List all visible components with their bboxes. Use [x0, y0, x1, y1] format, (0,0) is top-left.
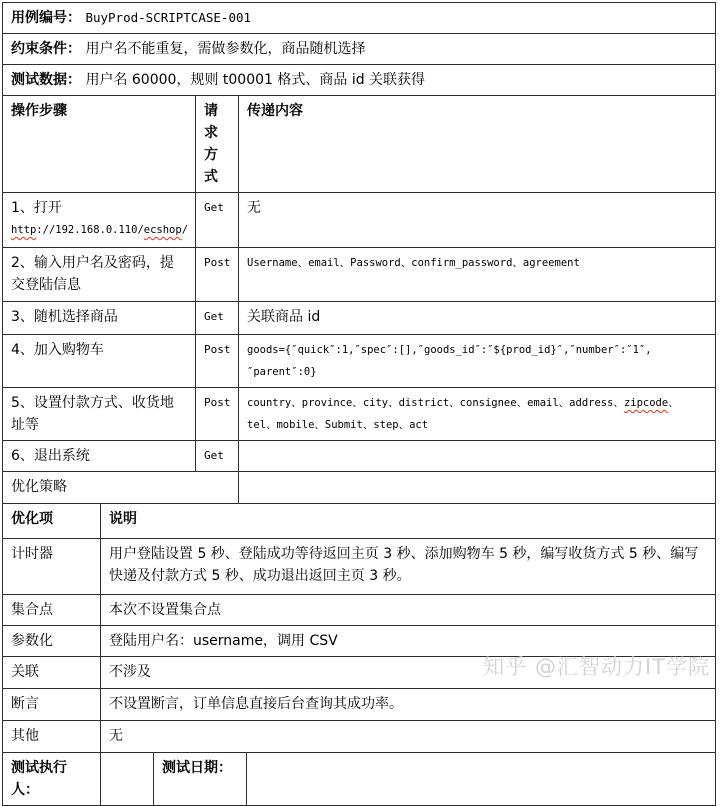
step-1-payload: 无 [238, 193, 715, 247]
col-header-payload: 传递内容 [238, 96, 715, 192]
constraints-cell [3, 34, 715, 64]
col-header-method: 请求 方式 [195, 96, 238, 192]
opt-correlation-desc: 不涉及 [100, 657, 715, 688]
opt-parameterization-label: 参数化 [11, 633, 53, 649]
opt-assertion-desc: 不设置断言，订单信息直接后台查询其成功率。 [100, 689, 715, 720]
strategy-row [3, 471, 715, 503]
step-row-3 [3, 301, 715, 334]
col-header-step: 操作步骤 [11, 103, 67, 119]
row-constraints [3, 33, 715, 64]
step-2-action: 2、输入用户名及密码，提交登陆信息 [11, 255, 174, 293]
opt-other-desc: 无 [100, 721, 715, 752]
step-5-method: Post [195, 388, 238, 440]
opt-timer-desc: 用户登陆设置 5 秒、登陆成功等待返回主页 3 秒、添加购物车 5 秒，编写收货方式 5 秒、编写快递及付款方式 5 秒、成功退出返回主页 3 秒。 [100, 539, 715, 594]
test-date-value [246, 753, 715, 805]
zhihu-watermark: 知乎 @汇智动力IT学院 [483, 655, 710, 679]
step-6-payload [238, 441, 715, 471]
step-1-method: Get [195, 193, 238, 247]
executor-value [100, 753, 153, 805]
step-row-2 [3, 247, 715, 301]
step-row-6 [3, 440, 715, 471]
strategy-label: 优化策略 [11, 479, 67, 495]
case-id-value: BuyProd-SCRIPTCASE-001 [85, 10, 252, 25]
steps-header-row [3, 95, 715, 192]
step-row-5 [3, 387, 715, 440]
step-1-url: http://192.168.0.110/ecshop/ [11, 224, 189, 236]
opt-row-rendezvous [3, 594, 715, 625]
opt-other-label: 其他 [11, 728, 39, 744]
opt-assertion-label: 断言 [11, 696, 39, 712]
step-6-action: 6、退出系统 [11, 448, 90, 464]
test-data-label: 测试数据： [11, 72, 81, 88]
col-header-opt-item: 优化项 [11, 511, 53, 527]
row-case-id [3, 3, 715, 33]
constraints-value: 用户名不能重复，需做参数化，商品随机选择 [85, 41, 366, 57]
footer-row [3, 752, 715, 805]
test-data-value: 用户名 60000，规则 t00001 格式、商品 id 关联获得 [85, 72, 426, 88]
opt-row-parameterization [3, 625, 715, 656]
test-date-label: 测试日期： [153, 753, 246, 805]
step-3-action: 3、随机选择商品 [11, 309, 118, 325]
step-4-action: 4、加入购物车 [11, 342, 104, 358]
step-row-1 [3, 192, 715, 247]
step-3-method: Get [195, 302, 238, 334]
step-row-4 [3, 334, 715, 387]
opt-row-correlation [3, 656, 715, 688]
test-case-table [2, 2, 716, 806]
case-id-cell [3, 3, 715, 33]
opt-correlation-label: 关联 [11, 664, 39, 680]
step-1-text: 1、打开 [11, 200, 62, 216]
opt-row-assertion [3, 688, 715, 720]
opt-rendezvous-label: 集合点 [11, 602, 53, 618]
step-4-method: Post [195, 335, 238, 387]
opt-row-timer [3, 538, 715, 594]
strategy-value [238, 472, 715, 503]
step-5-action: 5、设置付款方式、收货地址等 [11, 395, 174, 433]
step-1-action [3, 193, 195, 247]
step-5-payload: country、province、city、district、consignee、email、address、zipcode、tel、mobile、Submit、step、act [238, 388, 715, 440]
step-2-payload: Username、email、Password、confirm_password、agreement [238, 248, 715, 301]
step-6-method: Get [195, 441, 238, 471]
constraints-label: 约束条件： [11, 41, 81, 57]
opt-timer-label: 计时器 [11, 546, 53, 562]
optimization-header-row [3, 503, 715, 538]
opt-rendezvous-desc: 本次不设置集合点 [100, 595, 715, 625]
opt-parameterization-desc: 登陆用户名：username，调用 CSV [100, 626, 715, 656]
col-header-opt-desc: 说明 [100, 504, 715, 538]
case-id-label: 用例编号： [11, 10, 81, 26]
opt-row-other [3, 720, 715, 752]
test-data-cell [3, 65, 715, 95]
step-3-payload: 关联商品 id [238, 302, 715, 334]
step-2-method: Post [195, 248, 238, 301]
executor-label: 测试执行人： [11, 760, 67, 798]
row-test-data [3, 64, 715, 95]
step-4-payload: goods={″quick″:1,″spec″:[],″goods_id″:″${prod_id}″,″number″:″1″,″parent″:0} [238, 335, 715, 387]
